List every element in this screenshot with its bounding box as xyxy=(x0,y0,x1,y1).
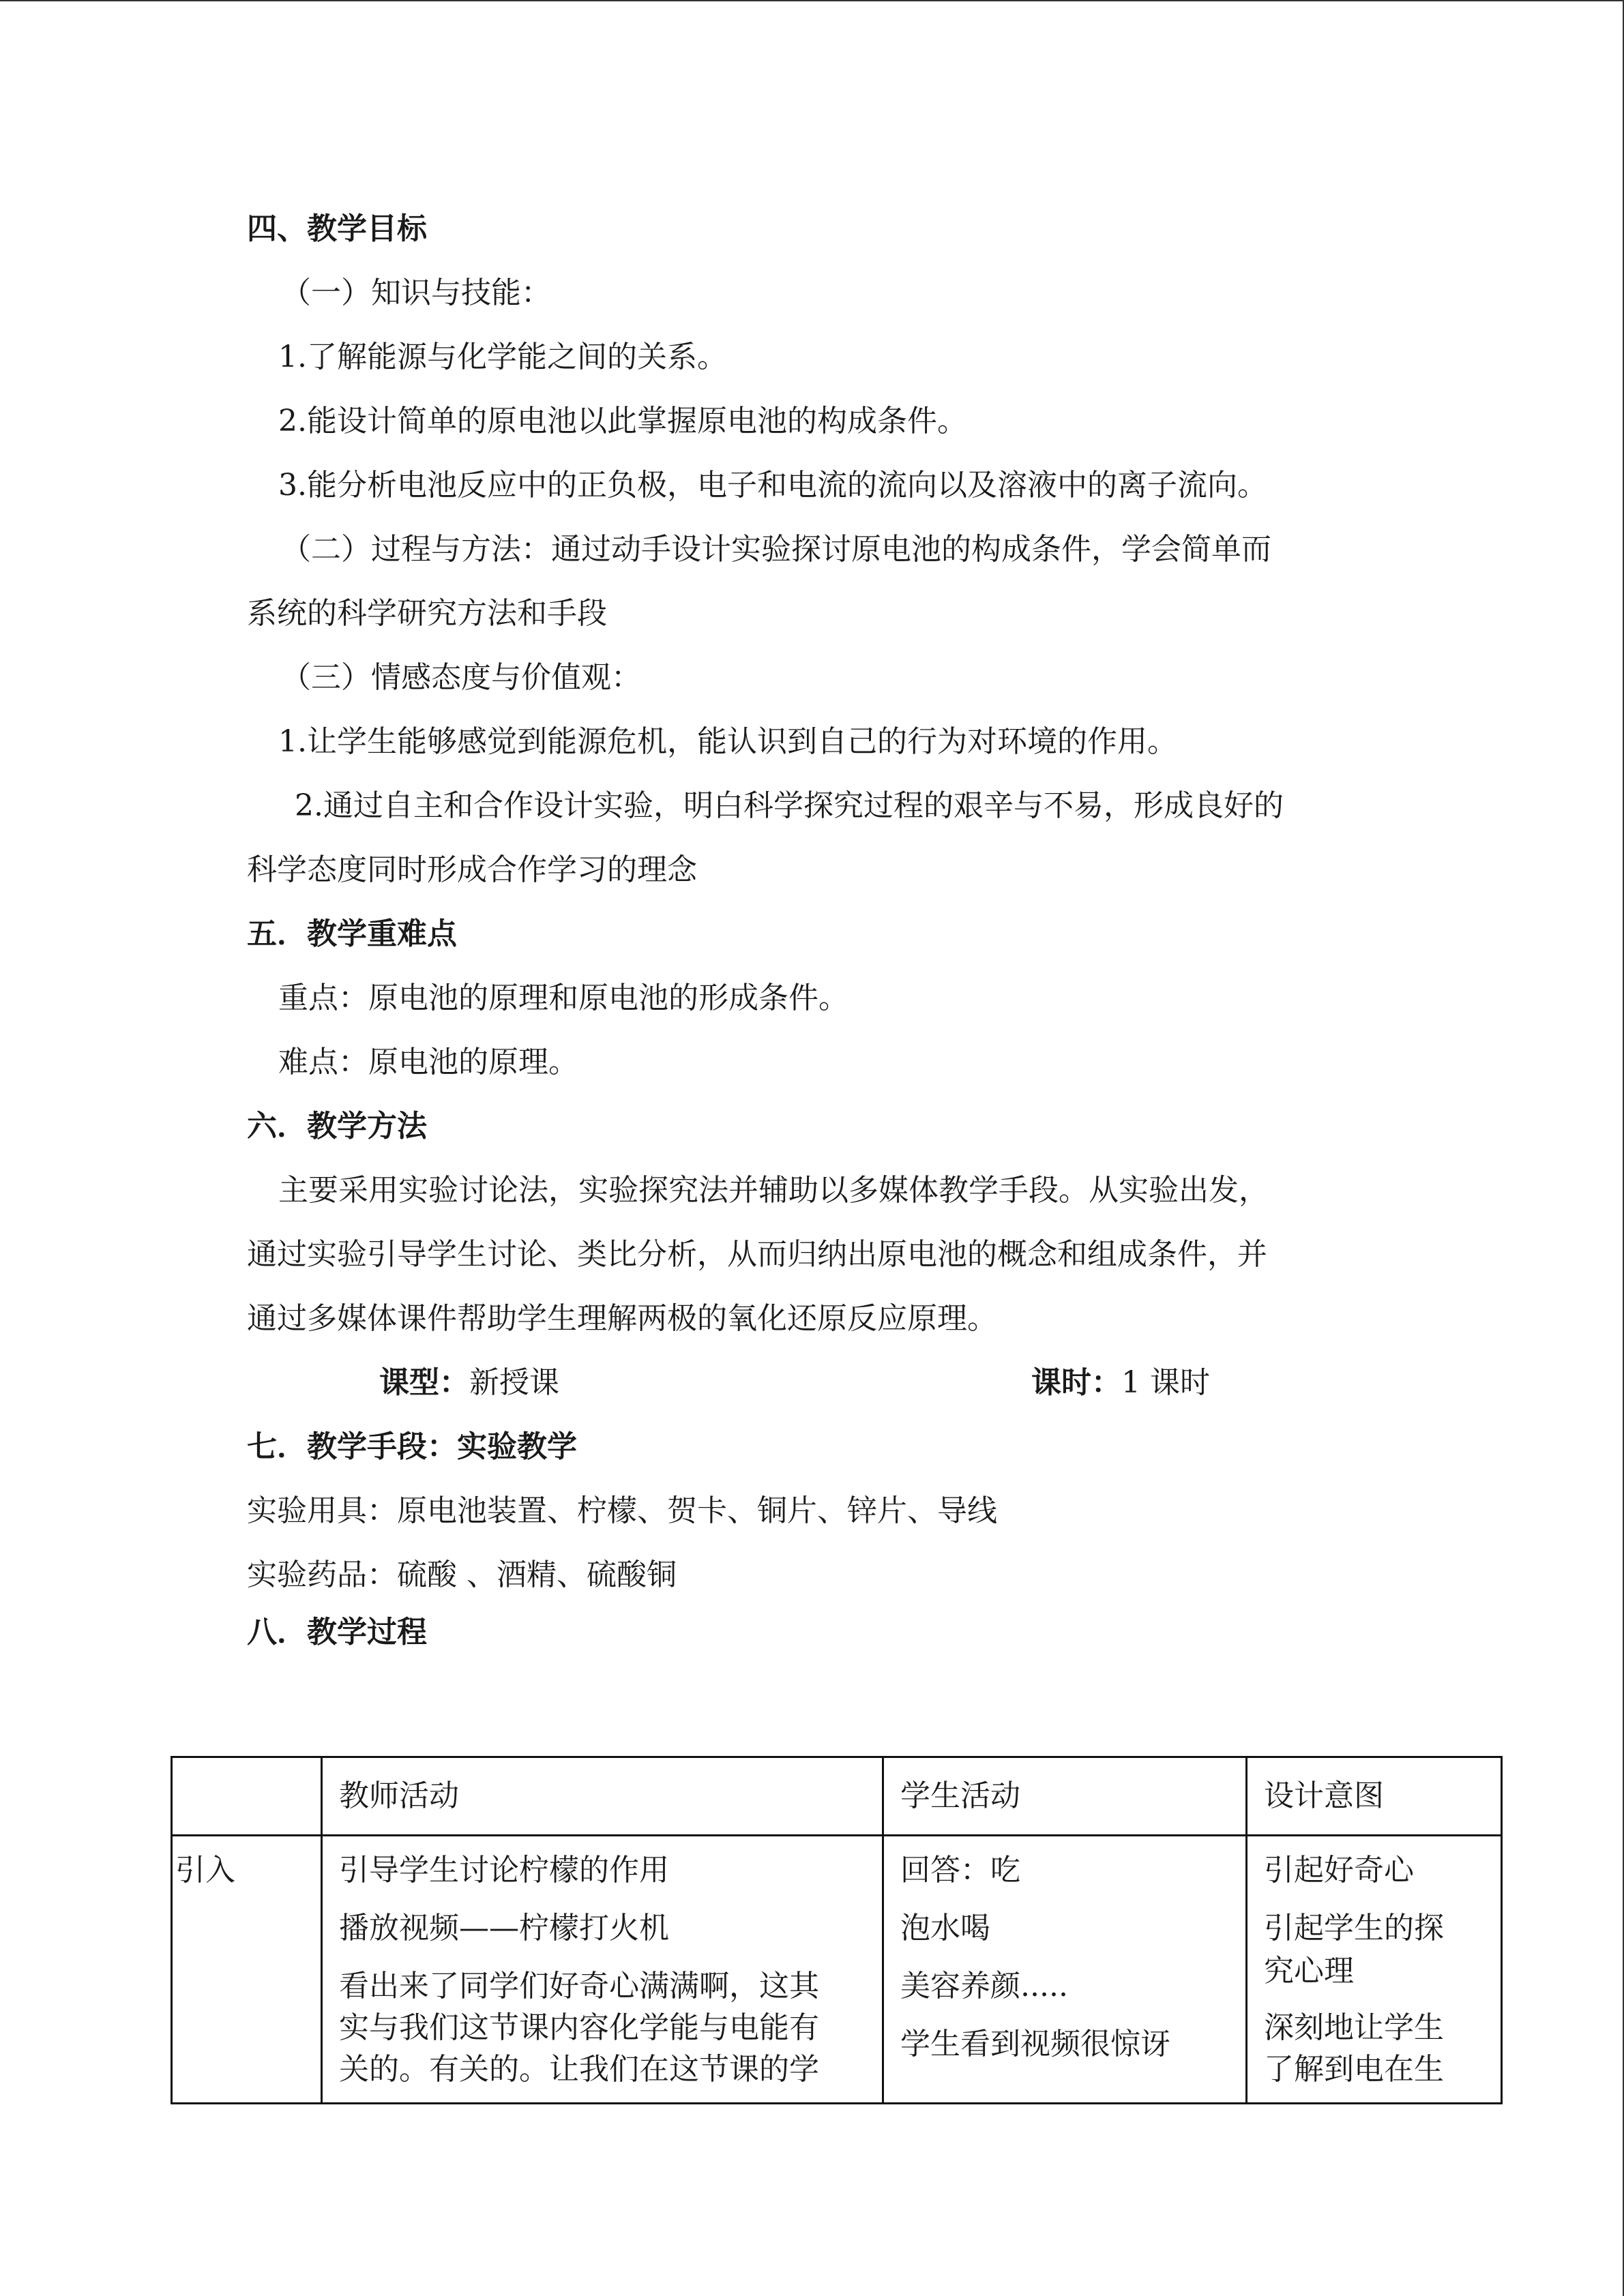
lesson-hours xyxy=(1031,1364,1210,1402)
process-method-line: （二）过程与方法：通过动手设计实验探讨原电池的构成条件，学会简单而 xyxy=(281,532,1271,567)
key-point: 重点：原电池的原理和原电池的形成条件。 xyxy=(278,981,848,1015)
experiment-tools: 实验用具：原电池装置、柠檬、贺卡、铜片、锌片、导线 xyxy=(247,1493,997,1528)
process-method-line: 系统的科学研究方法和手段 xyxy=(247,596,607,631)
lesson-type xyxy=(379,1364,559,1402)
teacher-cell xyxy=(322,1836,883,2104)
teaching-process-table xyxy=(171,1756,1503,2104)
student-activity-line: 学生看到视频很惊讶 xyxy=(900,2027,1170,2061)
section-heading-procedure: 八．教学过程 xyxy=(247,1615,427,1650)
difficult-point: 难点：原电池的原理。 xyxy=(278,1045,578,1079)
design-intent-line: 引起学生的探 xyxy=(1264,1911,1444,1945)
lesson-hours-label: 课时： xyxy=(1031,1365,1121,1400)
teacher-activity-line: 播放视频——柠檬打火机 xyxy=(339,1911,669,1945)
teacher-activity-line: 实与我们这节课内容化学能与电能有 xyxy=(339,2010,819,2045)
attitude-item: 1.让学生能够感觉到能源危机，能认识到自己的行为对环境的作用。 xyxy=(278,724,1177,759)
table-header-teacher: 教师活动 xyxy=(322,1757,883,1836)
method-line: 主要采用实验讨论法，实验探究法并辅助以多媒体教学手段。从实验出发， xyxy=(278,1173,1269,1208)
stage-label: 引入 xyxy=(175,1853,235,1888)
section-heading-means: 七．教学手段：实验教学 xyxy=(247,1429,577,1464)
design-intent-line: 究心理 xyxy=(1264,1954,1354,1988)
lesson-type-value: 新授课 xyxy=(469,1365,559,1400)
teacher-activity-line: 引导学生讨论柠檬的作用 xyxy=(339,1853,669,1888)
knowledge-item: 3.能分析电池反应中的正负极，电子和电流的流向以及溶液中的离子流向。 xyxy=(278,468,1267,503)
method-line: 通过多媒体课件帮助学生理解两极的氧化还原反应原理。 xyxy=(247,1301,997,1336)
lesson-type-label: 课型： xyxy=(379,1365,469,1400)
knowledge-item: 1.了解能源与化学能之间的关系。 xyxy=(278,340,727,374)
intent-cell xyxy=(1247,1836,1502,2104)
table-header-student: 学生活动 xyxy=(883,1757,1247,1836)
section-heading-methods: 六．教学方法 xyxy=(247,1109,427,1144)
table-header-stage xyxy=(172,1757,322,1836)
method-line: 通过实验引导学生讨论、类比分析，从而归纳出原电池的概念和组成条件，并 xyxy=(247,1237,1267,1272)
lesson-hours-value: 1 课时 xyxy=(1121,1365,1210,1400)
knowledge-item: 2.能设计简单的原电池以此掌握原电池的构成条件。 xyxy=(278,404,967,438)
experiment-reagents: 实验药品：硫酸 、酒精、硫酸铜 xyxy=(247,1557,677,1592)
teacher-activity-line: 看出来了同学们好奇心满满啊，这其 xyxy=(339,1969,819,2003)
student-cell xyxy=(883,1836,1247,2104)
section-heading-objectives: 四、教学目标 xyxy=(247,211,427,246)
table-header-intent: 设计意图 xyxy=(1247,1757,1502,1836)
stage-cell xyxy=(172,1836,322,2104)
student-activity-line: 回答：吃 xyxy=(900,1853,1020,1888)
design-intent-line: 了解到电在生 xyxy=(1264,2052,1444,2087)
table-header-row xyxy=(172,1757,1502,1836)
attitude-title: （三）情感态度与价值观： xyxy=(281,660,641,695)
student-activity-line: 美容养颜..... xyxy=(900,1969,1068,2003)
section-heading-key-points: 五．教学重难点 xyxy=(247,916,457,951)
table-row xyxy=(172,1836,1502,2104)
teacher-activity-line: 关的。有关的。让我们在这节课的学 xyxy=(339,2052,819,2087)
attitude-item: 2.通过自主和合作设计实验，明白科学探究过程的艰辛与不易，形成良好的 xyxy=(295,788,1284,823)
knowledge-title: （一）知识与技能： xyxy=(281,275,551,310)
attitude-item: 科学态度同时形成合作学习的理念 xyxy=(247,852,697,887)
design-intent-line: 深刻地让学生 xyxy=(1264,2010,1444,2045)
design-intent-line: 引起好奇心 xyxy=(1264,1853,1414,1888)
student-activity-line: 泡水喝 xyxy=(900,1911,990,1945)
